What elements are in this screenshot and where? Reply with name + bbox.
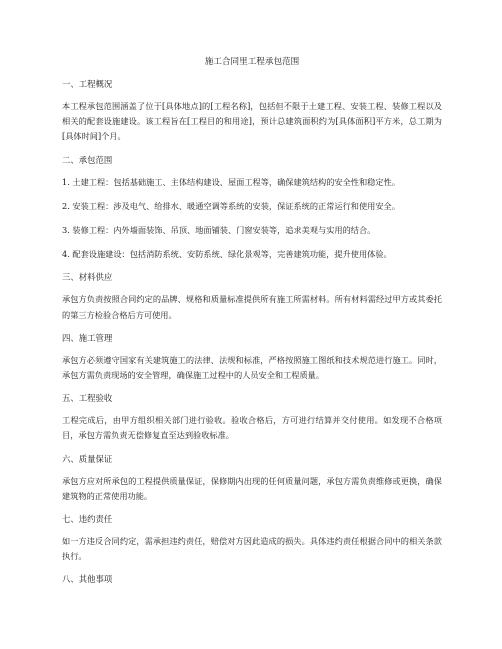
section-heading: 八、其他事项	[62, 574, 113, 585]
section-heading: 五、工程验收	[62, 393, 113, 404]
section-paragraph: 承包方应对所承包的工程提供质量保证，保修期内出现的任何质量问题，承包方需负责维修或更换，确保建筑物的正常使用功能。	[62, 475, 442, 501]
section-heading: 二、承包范围	[62, 154, 113, 165]
section-paragraph: 本工程承包范围涵盖了位于[具体地点]的[工程名称]，包括但不限于土建工程、安装工程、装修工程以及相关的配套设施建设。该工程旨在[工程目的和用途]，预计总建筑面积约为[具体面积]平方米，总工期为[具体时间]个月。	[62, 101, 442, 142]
section-heading: 四、施工管理	[62, 332, 113, 343]
section-materials	[62, 271, 442, 322]
section-scope	[62, 154, 442, 263]
section-heading: 七、违约责任	[62, 514, 113, 525]
section-liability	[62, 513, 442, 564]
section-other	[62, 573, 442, 585]
section-heading: 三、材料供应	[62, 272, 113, 283]
document-page	[62, 56, 442, 594]
scope-item-civil: 1. 土建工程：包括基础施工、主体结构建设、屋面工程等，确保建筑结构的安全性和稳定性。	[62, 176, 400, 187]
document-title: 施工合同里工程承包范围	[204, 57, 300, 67]
scope-item-installation: 2. 安装工程：涉及电气、给排水、暖通空调等系统的安装，保证系统的正常运行和使用安全。	[62, 200, 400, 211]
section-paragraph: 工程完成后，由甲方组织相关部门进行验收。验收合格后，方可进行结算并交付使用。如发现不合格项目，承包方需负责无偿修复直至达到验收标准。	[62, 415, 442, 441]
section-heading: 一、工程概况	[62, 79, 113, 89]
section-quality	[62, 453, 442, 504]
scope-item-decoration: 3. 装修工程：内外墙面装饰、吊顶、地面铺装、门窗安装等，追求美观与实用的结合。	[62, 225, 376, 236]
scope-item-facilities: 4. 配套设施建设：包括消防系统、安防系统、绿化景观等，完善建筑功能，提升使用体验。	[62, 249, 392, 260]
section-paragraph: 如一方违反合同约定，需承担违约责任，赔偿对方因此造成的损失。具体违约责任根据合同中的相关条款执行。	[62, 536, 442, 562]
section-paragraph: 承包方负责按照合同约定的品牌、规格和质量标准提供所有施工所需材料。所有材料需经过甲方或其委托的第三方检验合格后方可使用。	[62, 294, 442, 320]
section-acceptance	[62, 392, 442, 443]
section-paragraph: 承包方必须遵守国家有关建筑施工的法律、法规和标准，严格按照施工图纸和技术规范进行施工。同时，承包方需负责现场的安全管理，确保施工过程中的人员安全和工程质量。	[62, 354, 442, 381]
section-management	[62, 332, 442, 383]
section-overview	[62, 78, 442, 145]
section-heading: 六、质量保证	[62, 453, 113, 464]
